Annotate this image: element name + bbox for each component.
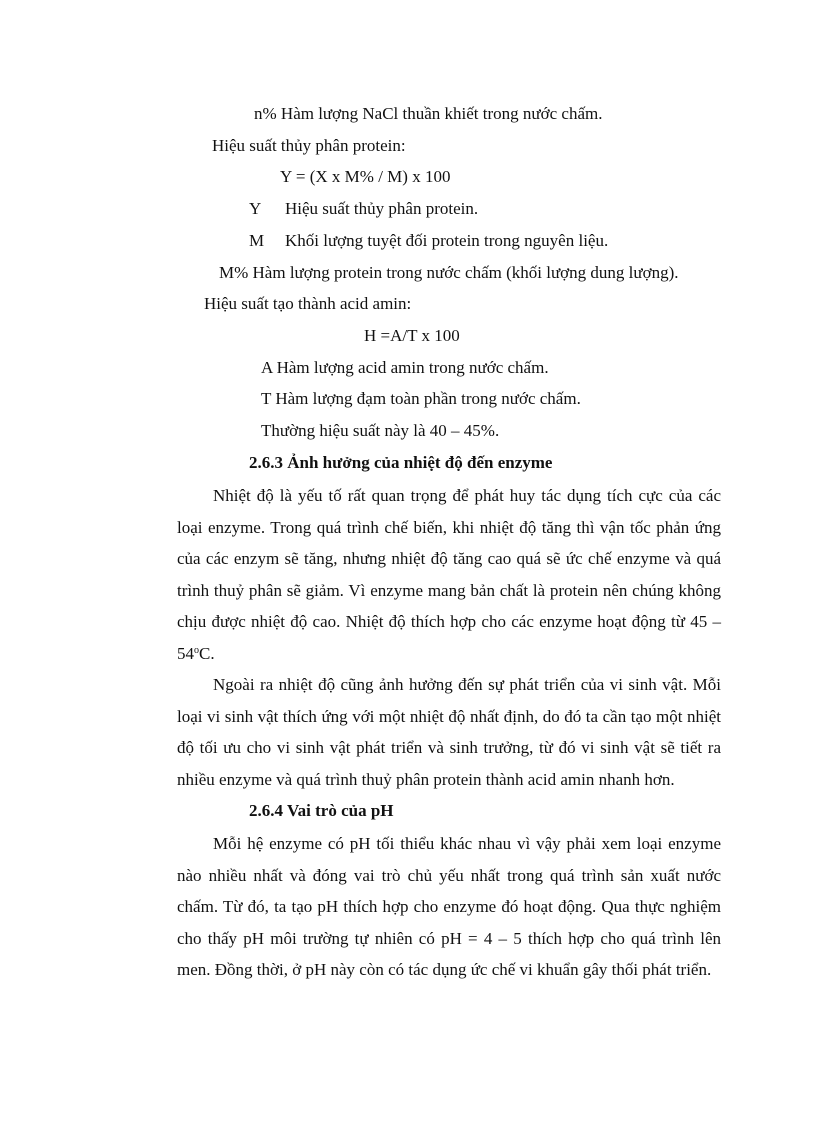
yield-protein-label: Hiệu suất thủy phân protein: [212, 136, 406, 155]
paragraph-temperature-microbes [177, 669, 721, 795]
paragraph-temperature-enzyme [177, 480, 721, 669]
definition-y-symbol: Y [249, 199, 262, 218]
degree-superscript: o [194, 644, 199, 656]
paragraph-temperature-enzyme-text: Nhiệt độ là yếu tố rất quan trọng để phát huy tác dụng tích cực của các loại enzyme. Trong quá trình chế biến, khi nhiệt độ tăng thì vận tốc phản ứng của các enzym sẽ tăng, nhưng nhiệt độ tăng cao quá sẽ ức chế enzyme và quá trình thuỷ phân sẽ giảm. Vì enzyme mang bản chất là protein nên chúng không chịu được nhiệt độ cao. Nhiệt độ thích hợp cho các enzyme hoạt động từ 45 – 54 [177, 486, 721, 663]
paragraph-temperature-microbes-text: Ngoài ra nhiệt độ cũng ảnh hưởng đến sự phát triển của vi sinh vật. Mỗi loại vi sinh vật thích ứng với một nhiệt độ nhất định, do đó ta cần tạo một nhiệt độ tối ưu cho vi sinh vật phát triển và sinh trưởng, từ đó vi sinh vật sẽ tiết ra nhiều enzyme và quá trình thuỷ phân protein thành acid amin nhanh hơn. [177, 675, 721, 789]
definition-y-text: Hiệu suất thủy phân protein. [285, 199, 479, 218]
section-heading-2-6-4: 2.6.4 Vai trò của pH [249, 801, 394, 820]
typical-yield-note: Thường hiệu suất này là 40 – 45%. [261, 421, 500, 440]
paragraph-temperature-enzyme-end: C. [199, 643, 215, 663]
definition-a: A Hàm lượng acid amin trong nước chấm. [261, 358, 549, 377]
definition-n-percent: n% Hàm lượng NaCl thuần khiết trong nước chấm. [254, 104, 603, 123]
paragraph-ph-role [177, 828, 721, 986]
definition-t: T Hàm lượng đạm toàn phần trong nước chấm. [261, 389, 581, 408]
definition-m-percent: M% Hàm lượng protein trong nước chấm (khối lượng dung lượng). [219, 263, 679, 282]
formula-y: Y = (X x M% / M) x 100 [280, 167, 451, 186]
definition-m-symbol: M [249, 231, 265, 250]
section-heading-2-6-3: 2.6.3 Ảnh hưởng của nhiệt độ đến enzyme [249, 453, 553, 472]
definition-m-text: Khối lượng tuyệt đối protein trong nguyên liệu. [285, 231, 609, 250]
yield-amino-acid-label: Hiệu suất tạo thành acid amin: [204, 294, 412, 313]
paragraph-ph-role-text: Mỗi hệ enzyme có pH tối thiểu khác nhau vì vậy phải xem loại enzyme nào nhiều nhất và đóng vai trò chủ yếu nhất trong quá trình sản xuất nước chấm. Từ đó, ta tạo pH thích hợp cho enzyme đó hoạt động. Qua thực nghiệm cho thấy pH môi trường tự nhiên có pH = 4 – 5 thích hợp cho quá trình lên men. Đồng thời, ở pH này còn có tác dụng ức chế vi khuẩn gây thối phát triển. [177, 834, 721, 979]
formula-h: H =A/T x 100 [364, 326, 460, 345]
